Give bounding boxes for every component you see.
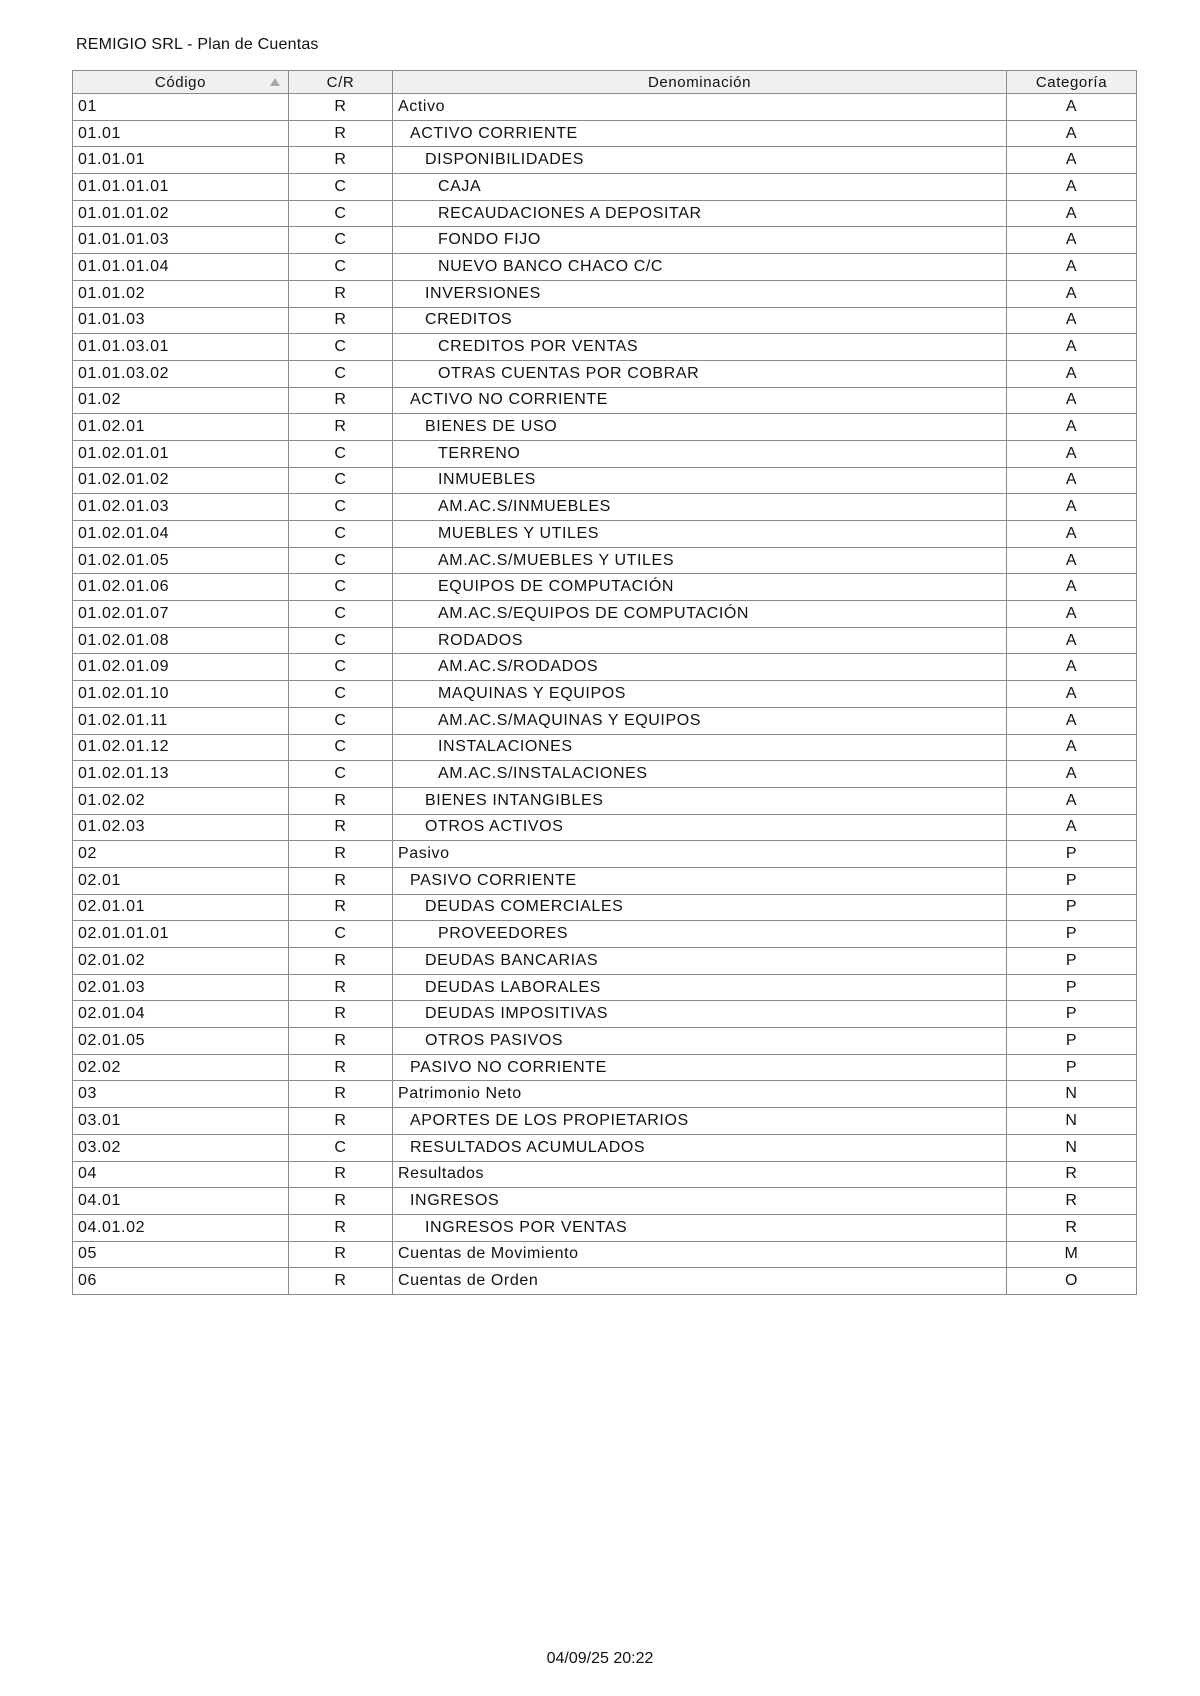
cell-categoria: R	[1007, 1188, 1137, 1215]
cell-cr: C	[289, 174, 393, 201]
cell-code: 02.01.01	[73, 894, 289, 921]
cell-denominacion	[393, 707, 1007, 734]
cell-categoria: A	[1007, 440, 1137, 467]
table-row[interactable]	[73, 1001, 1137, 1028]
account-name: DISPONIBILIDADES	[425, 151, 584, 169]
cell-code: 01.01.01.02	[73, 200, 289, 227]
cell-denominacion	[393, 814, 1007, 841]
table-row[interactable]	[73, 227, 1137, 254]
table-row[interactable]	[73, 254, 1137, 281]
table-row[interactable]	[73, 120, 1137, 147]
table-row[interactable]	[73, 334, 1137, 361]
account-name: APORTES DE LOS PROPIETARIOS	[410, 1111, 689, 1129]
cell-categoria: R	[1007, 1161, 1137, 1188]
cell-code: 04.01	[73, 1188, 289, 1215]
cell-code: 01.02.02	[73, 787, 289, 814]
print-timestamp: 04/09/25 20:22	[546, 1650, 654, 1667]
table-row[interactable]	[73, 921, 1137, 948]
cell-denominacion	[393, 280, 1007, 307]
accounts-table	[72, 70, 1137, 1295]
cell-code: 01.01.03.02	[73, 360, 289, 387]
cell-denominacion	[393, 974, 1007, 1001]
cell-cr: R	[289, 1108, 393, 1135]
account-name: AM.AC.S/INMUEBLES	[438, 498, 611, 516]
table-header	[73, 71, 1137, 94]
cell-denominacion	[393, 360, 1007, 387]
cell-cr: C	[289, 681, 393, 708]
cell-cr: R	[289, 894, 393, 921]
cell-cr: R	[289, 1188, 393, 1215]
cell-categoria: A	[1007, 254, 1137, 281]
cell-denominacion	[393, 174, 1007, 201]
cell-denominacion	[393, 761, 1007, 788]
cell-cr: R	[289, 1268, 393, 1295]
table-row[interactable]	[73, 707, 1137, 734]
account-name: OTROS ACTIVOS	[425, 818, 564, 836]
cell-code: 01.01.01.01	[73, 174, 289, 201]
cell-code: 01.01	[73, 120, 289, 147]
cell-categoria: A	[1007, 120, 1137, 147]
cell-code: 01.01.02	[73, 280, 289, 307]
cell-code: 02.01.01.01	[73, 921, 289, 948]
cell-code: 01.02.01.08	[73, 627, 289, 654]
table-row[interactable]	[73, 841, 1137, 868]
cell-categoria: A	[1007, 467, 1137, 494]
table-row[interactable]	[73, 1108, 1137, 1135]
account-name: EQUIPOS DE COMPUTACIÓN	[438, 578, 675, 596]
cell-categoria: A	[1007, 627, 1137, 654]
account-name: INVERSIONES	[425, 284, 541, 302]
cell-code: 01.02.01.02	[73, 467, 289, 494]
account-name: PASIVO NO CORRIENTE	[410, 1058, 607, 1076]
cell-categoria: P	[1007, 841, 1137, 868]
cell-categoria: O	[1007, 1268, 1137, 1295]
cell-categoria: P	[1007, 948, 1137, 975]
cell-categoria: P	[1007, 1028, 1137, 1055]
table-row[interactable]	[73, 1188, 1137, 1215]
cell-code: 01.02.01.12	[73, 734, 289, 761]
cell-code: 01.02.01.01	[73, 440, 289, 467]
cell-cr: C	[289, 601, 393, 628]
cell-code: 02.01.05	[73, 1028, 289, 1055]
cell-categoria: A	[1007, 707, 1137, 734]
table-row[interactable]	[73, 654, 1137, 681]
account-name: NUEVO BANCO CHACO C/C	[438, 257, 664, 275]
cell-categoria: A	[1007, 734, 1137, 761]
account-name: Pasivo	[398, 845, 450, 863]
cell-code: 03.02	[73, 1134, 289, 1161]
cell-categoria: A	[1007, 814, 1137, 841]
cell-cr: R	[289, 120, 393, 147]
cell-code: 01.02.01.11	[73, 707, 289, 734]
cell-denominacion	[393, 867, 1007, 894]
cell-denominacion	[393, 921, 1007, 948]
cell-categoria: A	[1007, 547, 1137, 574]
cell-code: 01.02.01.13	[73, 761, 289, 788]
cell-categoria: R	[1007, 1214, 1137, 1241]
cell-code: 01.02.01.06	[73, 574, 289, 601]
account-name: CREDITOS	[425, 311, 513, 329]
cell-categoria: A	[1007, 360, 1137, 387]
cell-categoria: A	[1007, 387, 1137, 414]
cell-code: 01.01.03	[73, 307, 289, 334]
account-name: INGRESOS POR VENTAS	[425, 1218, 628, 1236]
account-name: INSTALACIONES	[438, 738, 573, 756]
cell-cr: C	[289, 707, 393, 734]
cell-cr: R	[289, 787, 393, 814]
cell-code: 01.01.01.04	[73, 254, 289, 281]
account-name: RECAUDACIONES A DEPOSITAR	[438, 204, 702, 222]
cell-cr: C	[289, 227, 393, 254]
account-name: ACTIVO NO CORRIENTE	[410, 391, 609, 409]
cell-cr: R	[289, 307, 393, 334]
cell-code: 01.02	[73, 387, 289, 414]
cell-code: 04	[73, 1161, 289, 1188]
table-row[interactable]	[73, 761, 1137, 788]
cell-cr: C	[289, 521, 393, 548]
table-row[interactable]	[73, 734, 1137, 761]
cell-categoria: M	[1007, 1241, 1137, 1268]
account-name: Patrimonio Neto	[398, 1085, 522, 1103]
cell-categoria: A	[1007, 521, 1137, 548]
cell-cr: C	[289, 654, 393, 681]
cell-cr: C	[289, 734, 393, 761]
account-name: MAQUINAS Y EQUIPOS	[438, 684, 627, 702]
cell-categoria: A	[1007, 174, 1137, 201]
cell-categoria: A	[1007, 227, 1137, 254]
account-name: OTRAS CUENTAS POR COBRAR	[438, 364, 700, 382]
cell-cr: C	[289, 334, 393, 361]
cell-categoria: P	[1007, 894, 1137, 921]
cell-code: 02.01.02	[73, 948, 289, 975]
cell-code: 01.02.01.03	[73, 494, 289, 521]
cell-categoria: A	[1007, 280, 1137, 307]
cell-cr: R	[289, 841, 393, 868]
cell-denominacion	[393, 94, 1007, 121]
cell-categoria: A	[1007, 494, 1137, 521]
cell-cr: R	[289, 948, 393, 975]
cell-cr: R	[289, 387, 393, 414]
cell-code: 01.02.01.04	[73, 521, 289, 548]
cell-code: 01.02.01.07	[73, 601, 289, 628]
cell-categoria: A	[1007, 414, 1137, 441]
cell-cr: C	[289, 761, 393, 788]
cell-code: 02.02	[73, 1054, 289, 1081]
cell-denominacion	[393, 1268, 1007, 1295]
cell-categoria: N	[1007, 1134, 1137, 1161]
account-name: TERRENO	[438, 444, 521, 462]
cell-categoria: N	[1007, 1081, 1137, 1108]
cell-denominacion	[393, 1188, 1007, 1215]
cell-cr: C	[289, 1134, 393, 1161]
account-name: DEUDAS IMPOSITIVAS	[425, 1005, 608, 1023]
cell-denominacion	[393, 681, 1007, 708]
table-row[interactable]	[73, 147, 1137, 174]
cell-denominacion	[393, 494, 1007, 521]
cell-denominacion	[393, 414, 1007, 441]
cell-categoria: A	[1007, 761, 1137, 788]
table-row[interactable]	[73, 948, 1137, 975]
cell-cr: R	[289, 814, 393, 841]
column-header-code-label: Código	[154, 73, 207, 91]
column-header-cr[interactable]: C/R	[289, 71, 393, 94]
table-row[interactable]	[73, 1054, 1137, 1081]
cell-code: 01.02.01.05	[73, 547, 289, 574]
account-name: AM.AC.S/MAQUINAS Y EQUIPOS	[438, 711, 702, 729]
account-name: Cuentas de Orden	[398, 1272, 539, 1290]
account-name: RODADOS	[438, 631, 524, 649]
cell-denominacion	[393, 387, 1007, 414]
cell-denominacion	[393, 734, 1007, 761]
accounts-table-container	[72, 70, 1136, 1295]
cell-code: 01.01.01.03	[73, 227, 289, 254]
account-name: Cuentas de Movimiento	[398, 1245, 579, 1263]
account-name: CREDITOS POR VENTAS	[438, 338, 639, 356]
cell-cr: C	[289, 467, 393, 494]
cell-denominacion	[393, 334, 1007, 361]
account-name: RESULTADOS ACUMULADOS	[410, 1138, 646, 1156]
table-row[interactable]	[73, 1028, 1137, 1055]
cell-categoria: A	[1007, 334, 1137, 361]
cell-cr: C	[289, 547, 393, 574]
cell-cr: C	[289, 494, 393, 521]
cell-denominacion	[393, 841, 1007, 868]
account-name: DEUDAS COMERCIALES	[425, 898, 624, 916]
cell-denominacion	[393, 227, 1007, 254]
cell-categoria: A	[1007, 574, 1137, 601]
cell-denominacion	[393, 1134, 1007, 1161]
cell-denominacion	[393, 1214, 1007, 1241]
account-name: ACTIVO CORRIENTE	[410, 124, 578, 142]
table-row[interactable]	[73, 681, 1137, 708]
cell-categoria: A	[1007, 787, 1137, 814]
column-header-denominacion[interactable]: Denominación	[393, 71, 1007, 94]
cell-denominacion	[393, 601, 1007, 628]
cell-code: 01	[73, 94, 289, 121]
cell-cr: C	[289, 200, 393, 227]
table-row[interactable]	[73, 974, 1137, 1001]
document-title: REMIGIO SRL - Plan de Cuentas	[76, 36, 319, 53]
cell-cr: R	[289, 1214, 393, 1241]
account-name: AM.AC.S/EQUIPOS DE COMPUTACIÓN	[438, 604, 750, 622]
table-row[interactable]	[73, 521, 1137, 548]
cell-cr: R	[289, 1161, 393, 1188]
account-name: PASIVO CORRIENTE	[410, 871, 577, 889]
table-row[interactable]	[73, 307, 1137, 334]
table-row[interactable]	[73, 1161, 1137, 1188]
cell-categoria: P	[1007, 921, 1137, 948]
cell-code: 02.01	[73, 867, 289, 894]
cell-categoria: A	[1007, 200, 1137, 227]
cell-cr: C	[289, 921, 393, 948]
column-header-categoria[interactable]: Categoría	[1007, 71, 1137, 94]
cell-code: 01.01.03.01	[73, 334, 289, 361]
table-row[interactable]	[73, 94, 1137, 121]
cell-code: 02.01.03	[73, 974, 289, 1001]
cell-denominacion	[393, 627, 1007, 654]
account-name: OTROS PASIVOS	[425, 1031, 564, 1049]
cell-cr: C	[289, 254, 393, 281]
table-row[interactable]	[73, 547, 1137, 574]
cell-denominacion	[393, 948, 1007, 975]
cell-denominacion	[393, 787, 1007, 814]
table-row[interactable]	[73, 200, 1137, 227]
cell-denominacion	[393, 1161, 1007, 1188]
table-row[interactable]	[73, 1268, 1137, 1295]
cell-code: 02.01.04	[73, 1001, 289, 1028]
cell-denominacion	[393, 200, 1007, 227]
cell-denominacion	[393, 1028, 1007, 1055]
cell-denominacion	[393, 547, 1007, 574]
cell-cr: R	[289, 147, 393, 174]
cell-cr: C	[289, 360, 393, 387]
cell-categoria: A	[1007, 654, 1137, 681]
table-row[interactable]	[73, 414, 1137, 441]
cell-cr: R	[289, 1241, 393, 1268]
table-row[interactable]	[73, 1241, 1137, 1268]
account-name: INMUEBLES	[438, 471, 536, 489]
cell-code: 03.01	[73, 1108, 289, 1135]
cell-cr: R	[289, 94, 393, 121]
account-name: Resultados	[398, 1165, 485, 1183]
cell-denominacion	[393, 440, 1007, 467]
cell-categoria: P	[1007, 1001, 1137, 1028]
table-row[interactable]	[73, 814, 1137, 841]
table-row[interactable]	[73, 440, 1137, 467]
cell-categoria: N	[1007, 1108, 1137, 1135]
cell-categoria: A	[1007, 147, 1137, 174]
cell-categoria: P	[1007, 1054, 1137, 1081]
account-name: AM.AC.S/MUEBLES Y UTILES	[438, 551, 675, 569]
account-name: FONDO FIJO	[438, 231, 541, 249]
column-header-code[interactable]	[73, 71, 289, 94]
cell-denominacion	[393, 1001, 1007, 1028]
table-row[interactable]	[73, 867, 1137, 894]
table-row[interactable]	[73, 174, 1137, 201]
cell-code: 01.01.01	[73, 147, 289, 174]
cell-denominacion	[393, 574, 1007, 601]
cell-denominacion	[393, 894, 1007, 921]
cell-categoria: A	[1007, 94, 1137, 121]
cell-denominacion	[393, 307, 1007, 334]
table-row[interactable]	[73, 387, 1137, 414]
account-name: PROVEEDORES	[438, 925, 569, 943]
account-name: BIENES DE USO	[425, 418, 558, 436]
cell-code: 02	[73, 841, 289, 868]
cell-denominacion	[393, 654, 1007, 681]
cell-cr: R	[289, 1001, 393, 1028]
sort-ascending-icon	[270, 78, 280, 86]
account-name: AM.AC.S/INSTALACIONES	[438, 765, 648, 783]
account-name: Activo	[398, 97, 446, 115]
cell-cr: R	[289, 414, 393, 441]
cell-code: 03	[73, 1081, 289, 1108]
table-row[interactable]	[73, 494, 1137, 521]
table-row[interactable]	[73, 1214, 1137, 1241]
cell-denominacion	[393, 1241, 1007, 1268]
account-name: INGRESOS	[410, 1192, 500, 1210]
cell-denominacion	[393, 521, 1007, 548]
cell-denominacion	[393, 1081, 1007, 1108]
cell-denominacion	[393, 1108, 1007, 1135]
cell-cr: R	[289, 974, 393, 1001]
cell-categoria: A	[1007, 307, 1137, 334]
account-name: DEUDAS LABORALES	[425, 978, 601, 996]
cell-cr: R	[289, 1028, 393, 1055]
table-row[interactable]	[73, 467, 1137, 494]
table-body	[73, 94, 1137, 1295]
cell-code: 04.01.02	[73, 1214, 289, 1241]
cell-categoria: A	[1007, 681, 1137, 708]
cell-denominacion	[393, 254, 1007, 281]
account-name: MUEBLES Y UTILES	[438, 524, 600, 542]
cell-denominacion	[393, 147, 1007, 174]
table-row[interactable]	[73, 787, 1137, 814]
cell-cr: C	[289, 574, 393, 601]
account-name: DEUDAS BANCARIAS	[425, 951, 599, 969]
cell-cr: R	[289, 867, 393, 894]
table-row[interactable]	[73, 627, 1137, 654]
cell-code: 01.02.03	[73, 814, 289, 841]
cell-denominacion	[393, 467, 1007, 494]
cell-cr: R	[289, 280, 393, 307]
cell-code: 05	[73, 1241, 289, 1268]
table-row[interactable]	[73, 601, 1137, 628]
header-row	[73, 71, 1137, 94]
cell-cr: R	[289, 1081, 393, 1108]
account-name: AM.AC.S/RODADOS	[438, 658, 599, 676]
cell-denominacion	[393, 120, 1007, 147]
cell-cr: R	[289, 1054, 393, 1081]
cell-categoria: P	[1007, 867, 1137, 894]
cell-cr: C	[289, 627, 393, 654]
cell-denominacion	[393, 1054, 1007, 1081]
table-row[interactable]	[73, 360, 1137, 387]
cell-code: 06	[73, 1268, 289, 1295]
cell-code: 01.02.01.09	[73, 654, 289, 681]
account-name: BIENES INTANGIBLES	[425, 791, 604, 809]
table-row[interactable]	[73, 894, 1137, 921]
cell-code: 01.02.01.10	[73, 681, 289, 708]
cell-cr: C	[289, 440, 393, 467]
table-row[interactable]	[73, 1134, 1137, 1161]
cell-code: 01.02.01	[73, 414, 289, 441]
table-row[interactable]	[73, 574, 1137, 601]
account-name: CAJA	[438, 177, 482, 195]
table-row[interactable]	[73, 1081, 1137, 1108]
cell-categoria: A	[1007, 601, 1137, 628]
table-row[interactable]	[73, 280, 1137, 307]
cell-categoria: P	[1007, 974, 1137, 1001]
